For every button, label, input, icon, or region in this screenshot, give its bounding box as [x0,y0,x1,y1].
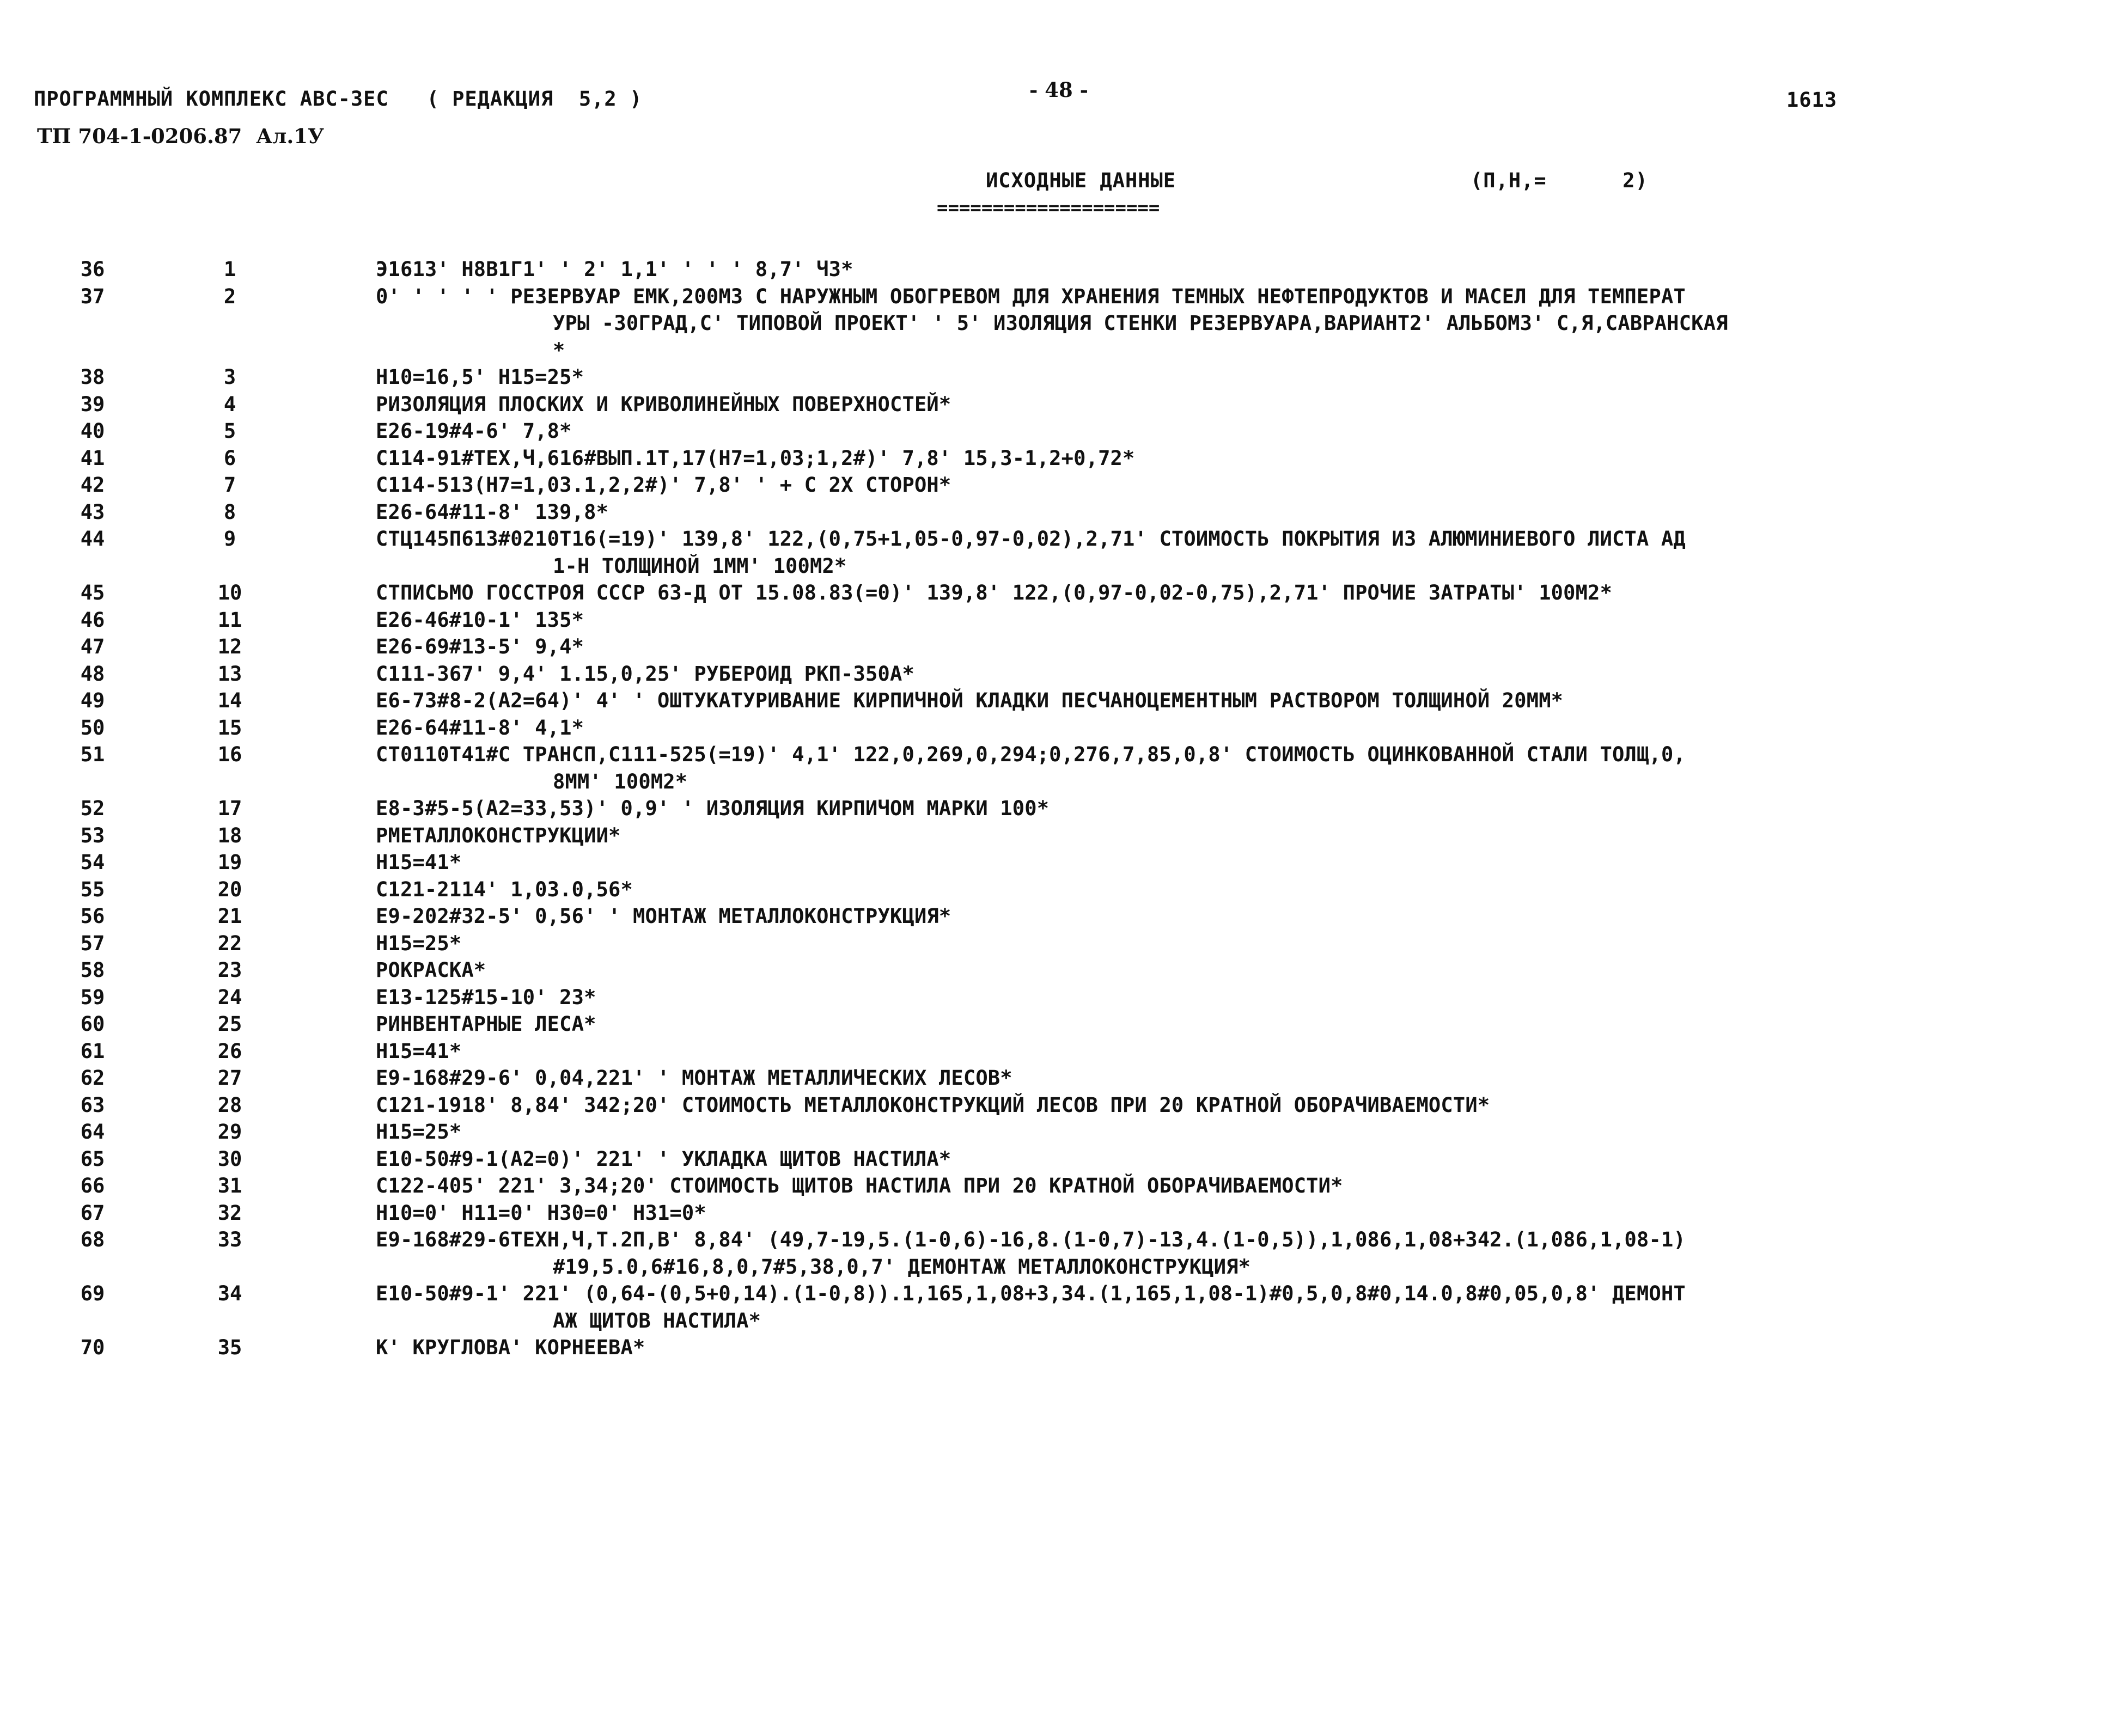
line-number: 43 [80,500,105,524]
line-number: 58 [80,958,105,982]
record-number: 7 [223,473,236,497]
listing-continuation-line [0,310,2123,337]
record-number: 15 [217,716,242,739]
sheet-number: 1613 [1786,88,1838,112]
record-text: РМЕТАЛЛОКОНСТРУКЦИИ* [376,823,621,847]
line-number: 67 [80,1201,105,1225]
record-number: 21 [217,904,242,928]
line-number: 62 [80,1066,105,1090]
record-number: 34 [217,1282,242,1305]
line-number: 57 [80,931,105,955]
listing-continuation-line [0,1307,2123,1335]
record-text: Е26-46#10-1' 135* [376,608,584,632]
listing-row [0,1334,2123,1361]
record-number: 8 [223,500,236,524]
record-text: Е10-50#9-1(А2=0)' 221' ' УКЛАДКА ЩИТОВ НАСТИЛА* [376,1147,951,1171]
section-title: ИСХОДНЫЕ ДАННЫЕ [986,169,1176,192]
record-text: Е9-168#29-6ТЕХН,Ч,Т.2П,В' 8,84' (49,7-19,5.(1-0,6)-16,8.(1-0,7)-13,4.(1-0,5)),1,086,1,08+342.(1,086,1,08-1) [376,1228,1686,1251]
listing-row [0,364,2123,391]
line-number: 65 [80,1147,105,1171]
listing-row [0,1092,2123,1119]
document-code: ТП 704-1-0206.87 Ал.1У [37,124,325,148]
record-number: 4 [223,392,236,416]
record-number: 18 [217,823,242,847]
line-number: 47 [80,635,105,658]
record-text: Е26-64#11-8' 139,8* [376,500,609,524]
record-number: 20 [217,877,242,901]
line-number: 44 [80,527,105,551]
listing-row [0,1118,2123,1146]
line-number: 69 [80,1282,105,1305]
record-number: 26 [217,1039,242,1063]
listing-row [0,849,2123,876]
line-number: 38 [80,365,105,389]
data-listing [0,256,2123,1361]
record-text: Н15=41* [376,851,462,874]
listing-row [0,579,2123,607]
record-number: 33 [217,1228,242,1251]
record-text: СТЦ145П613#0210Т16(=19)' 139,8' 122,(0,75+1,05-0,97-0,02),2,71' СТОИМОСТЬ ПОКРЫТИЯ ИЗ АЛЮМИНИЕВОГО ЛИСТА АД [376,527,1686,551]
record-number: 5 [223,419,236,443]
listing-row [0,903,2123,930]
line-number: 70 [80,1336,105,1359]
record-text: 1-Н ТОЛЩИНОЙ 1ММ' 100М2* [553,554,847,578]
listing-row [0,822,2123,849]
record-number: 17 [217,797,242,820]
listing-row [0,1200,2123,1227]
record-text: УРЫ -30ГРАД,С' ТИПОВОЙ ПРОЕКТ' ' 5' ИЗОЛЯЦИЯ СТЕНКИ РЕЗЕРВУАРА,ВАРИАНТ2' АЛЬБОМ3' С,Я,САВРАНСКАЯ [553,311,1728,335]
listing-row [0,714,2123,742]
record-number: 2 [223,284,236,308]
listing-row [0,1146,2123,1173]
line-number: 40 [80,419,105,443]
record-text: СТПИСЬМО ГОССТРОЯ СССР 63-Д ОТ 15.08.83(=0)' 139,8' 122,(0,97-0,02-0,75),2,71' ПРОЧИЕ ЗАТРАТЫ' 100М2* [376,581,1613,604]
record-text: Е6-73#8-2(А2=64)' 4' ' ОШТУКАТУРИВАНИЕ КИРПИЧНОЙ КЛАДКИ ПЕСЧАНОЦЕМЕНТНЫМ РАСТВОРОМ ТОЛЩИНОЙ 20ММ* [376,689,1564,712]
line-number: 68 [80,1228,105,1251]
record-number: 30 [217,1147,242,1171]
record-text: Е10-50#9-1' 221' (0,64-(0,5+0,14).(1-0,8)).1,165,1,08+3,34.(1,165,1,08-1)#0,5,0,8#0,14.0,8#0,05,0,8' ДЕМОНТ [376,1282,1686,1305]
record-text: С122-405' 221' 3,34;20' СТОИМОСТЬ ЩИТОВ НАСТИЛА ПРИ 20 КРАТНОЙ ОБОРАЧИВАЕМОСТИ* [376,1174,1343,1197]
record-text: РОКРАСКА* [376,958,486,982]
record-text: Е8-3#5-5(А2=33,53)' 0,9' ' ИЗОЛЯЦИЯ КИРПИЧОМ МАРКИ 100* [376,797,1050,820]
listing-row [0,633,2123,661]
listing-row [0,876,2123,903]
line-number: 59 [80,985,105,1009]
record-number: 29 [217,1120,242,1144]
listing-row [0,1065,2123,1092]
line-number: 60 [80,1012,105,1036]
record-text: Е26-69#13-5' 9,4* [376,635,584,658]
record-text: АЖ ЩИТОВ НАСТИЛА* [553,1309,761,1332]
line-number: 50 [80,716,105,739]
record-number: 1 [223,258,236,281]
record-text: Н10=16,5' Н15=25* [376,365,584,389]
listing-row [0,418,2123,445]
record-text: С114-513(Н7=1,03.1,2,2#)' 7,8' ' + С 2Х СТОРОН* [376,473,951,497]
record-text: Е9-202#32-5' 0,56' ' МОНТАЖ МЕТАЛЛОКОНСТРУКЦИЯ* [376,904,951,928]
record-text: РИНВЕНТАРНЫЕ ЛЕСА* [376,1012,596,1036]
record-text: С114-91#ТЕХ,Ч,616#ВЫП.1Т,17(Н7=1,03;1,2#)' 7,8' 15,3-1,2+0,72* [376,446,1135,470]
line-number: 61 [80,1039,105,1063]
record-text: РИЗОЛЯЦИЯ ПЛОСКИХ И КРИВОЛИНЕЙНЫХ ПОВЕРХНОСТЕЙ* [376,392,951,416]
record-number: 32 [217,1201,242,1225]
record-text: Н15=25* [376,931,462,955]
record-number: 12 [217,635,242,658]
line-number: 42 [80,473,105,497]
record-number: 14 [217,689,242,712]
listing-row [0,957,2123,984]
listing-row [0,283,2123,310]
record-text: Е13-125#15-10' 23* [376,985,596,1009]
line-number: 66 [80,1174,105,1197]
record-number: 16 [217,743,242,766]
line-number: 46 [80,608,105,632]
listing-row [0,930,2123,957]
listing-row [0,1280,2123,1307]
listing-continuation-line [0,553,2123,580]
record-number: 25 [217,1012,242,1036]
record-text: * [553,338,565,362]
line-number: 55 [80,877,105,901]
line-number: 41 [80,446,105,470]
line-number: 45 [80,581,105,604]
listing-row [0,1226,2123,1254]
record-text: Е26-19#4-6' 7,8* [376,419,572,443]
section-params: (П,Н,= 2) [1471,169,1648,192]
record-text: С121-1918' 8,84' 342;20' СТОИМОСТЬ МЕТАЛЛОКОНСТРУКЦИЙ ЛЕСОВ ПРИ 20 КРАТНОЙ ОБОРАЧИВАЕМОСТИ* [376,1093,1490,1117]
record-text: Е26-64#11-8' 4,1* [376,716,584,739]
listing-row [0,472,2123,499]
line-number: 37 [80,284,105,308]
record-text: Н10=0' Н11=0' Н30=0' Н31=0* [376,1201,706,1225]
listing-continuation-line [0,768,2123,796]
record-number: 24 [217,985,242,1009]
listing-row [0,795,2123,822]
record-number: 22 [217,931,242,955]
listing-row [0,499,2123,526]
line-number: 52 [80,797,105,820]
line-number: 49 [80,689,105,712]
listing-row [0,984,2123,1011]
line-number: 48 [80,662,105,686]
record-number: 3 [223,365,236,389]
listing-continuation-line [0,337,2123,364]
record-number: 31 [217,1174,242,1197]
listing-row [0,256,2123,283]
record-text: Н15=41* [376,1039,462,1063]
listing-row [0,525,2123,553]
record-text: 0' ' ' ' ' РЕЗЕРВУАР ЕМК,200М3 С НАРУЖНЫМ ОБОГРЕВОМ ДЛЯ ХРАНЕНИЯ ТЕМНЫХ НЕФТЕПРОДУКТОВ И МАСЕЛ ДЛЯ ТЕМПЕРАТ [376,284,1686,308]
line-number: 39 [80,392,105,416]
listing-row [0,607,2123,634]
listing-row [0,445,2123,472]
line-number: 56 [80,904,105,928]
record-number: 27 [217,1066,242,1090]
program-title: ПРОГРАММНЫЙ КОМПЛЕКС АВС-ЗЕС ( РЕДАКЦИЯ 5,2 ) [34,87,643,111]
record-number: 23 [217,958,242,982]
line-number: 36 [80,258,105,281]
record-text: Э1613' Н8В1Г1' ' 2' 1,1' ' ' ' 8,7' Ч3* [376,258,853,281]
record-text: СТ0110Т41#С ТРАНСП,С111-525(=19)' 4,1' 122,0,269,0,294;0,276,7,85,0,8' СТОИМОСТЬ ОЦИНКОВАННОЙ СТАЛИ ТОЛЩ,0, [376,743,1686,766]
listing-row [0,661,2123,688]
record-number: 11 [217,608,242,632]
record-number: 9 [223,527,236,551]
record-number: 13 [217,662,242,686]
record-number: 35 [217,1336,242,1359]
section-underline: ==================== [937,197,1160,219]
line-number: 63 [80,1093,105,1117]
record-text: С121-2114' 1,03.0,56* [376,877,633,901]
line-number: 51 [80,743,105,766]
listing-row [0,1172,2123,1200]
record-number: 19 [217,851,242,874]
record-number: 6 [223,446,236,470]
record-text: Е9-168#29-6' 0,04,221' ' МОНТАЖ МЕТАЛЛИЧЕСКИХ ЛЕСОВ* [376,1066,1012,1090]
listing-row [0,1011,2123,1038]
listing-row [0,391,2123,418]
record-text: 8ММ' 100М2* [553,769,688,793]
line-number: 54 [80,851,105,874]
record-text: #19,5.0,6#16,8,0,7#5,38,0,7' ДЕМОНТАЖ МЕТАЛЛОКОНСТРУКЦИЯ* [553,1255,1251,1279]
listing-row [0,1038,2123,1065]
page-number: - 48 - [1029,78,1088,102]
line-number: 53 [80,823,105,847]
record-number: 10 [217,581,242,604]
line-number: 64 [80,1120,105,1144]
record-text: С111-367' 9,4' 1.15,0,25' РУБЕРОИД РКП-350А* [376,662,914,686]
record-text: К' КРУГЛОВА' КОРНЕЕВА* [376,1336,645,1359]
record-text: Н15=25* [376,1120,462,1144]
listing-continuation-line [0,1254,2123,1281]
record-number: 28 [217,1093,242,1117]
listing-row [0,687,2123,714]
listing-row [0,741,2123,768]
